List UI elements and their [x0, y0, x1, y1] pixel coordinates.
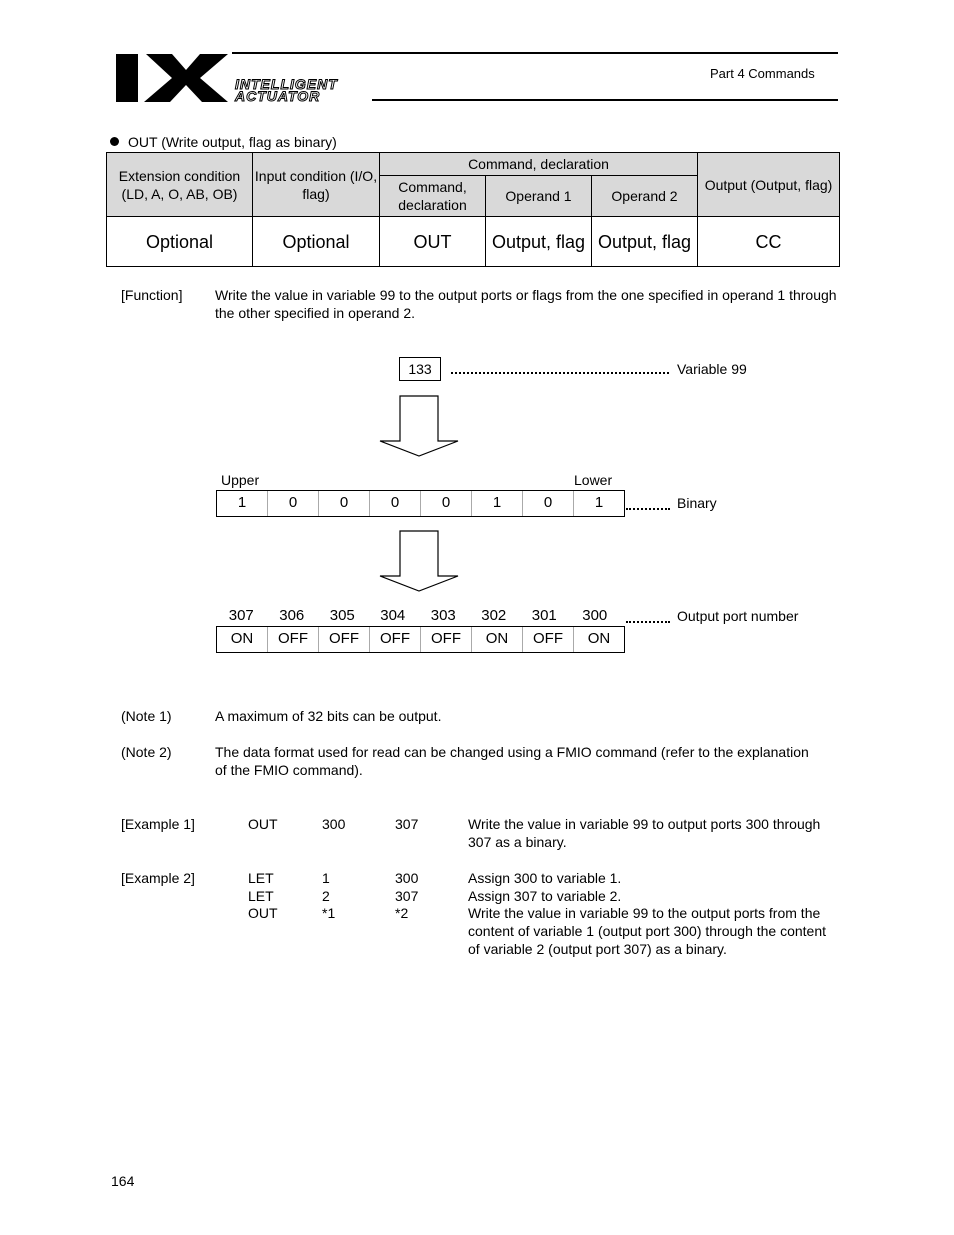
example-op2: *2	[395, 905, 409, 921]
state-cell: OFF	[421, 627, 472, 652]
port-number: 307	[228, 607, 254, 624]
bit-cell: 1	[594, 494, 604, 511]
command-table	[106, 152, 840, 267]
ix-logo-icon	[116, 52, 228, 102]
down-arrow-icon	[378, 395, 460, 457]
cell-operand2: Output, flag	[592, 217, 698, 267]
bit-cell: 0	[370, 491, 421, 516]
col-extension: Extension condition (LD, A, O, AB, OB)	[107, 153, 253, 217]
state-cell: ON	[217, 627, 268, 652]
binary-bits	[216, 490, 625, 517]
example-op2: 307	[395, 816, 419, 832]
port-number: 303	[430, 607, 456, 624]
bullet-icon	[110, 137, 119, 146]
col-command: Command, declaration	[380, 176, 486, 217]
leader-dots	[626, 508, 670, 510]
header-rule-bottom	[372, 99, 838, 101]
example-op1: 1	[322, 870, 330, 886]
example-op2: 307	[395, 888, 419, 904]
bit-cell: 0	[319, 491, 370, 516]
port-label: Output port number	[677, 608, 799, 624]
example2-label: [Example 2]	[121, 870, 195, 886]
example-op1: 300	[322, 816, 346, 832]
col-operand2: Operand 2	[592, 176, 698, 217]
port-states	[216, 626, 625, 653]
state-cell: ON	[587, 630, 611, 647]
port-number: 304	[380, 607, 406, 624]
cell-operand1: Output, flag	[486, 217, 592, 267]
state-cell: OFF	[319, 627, 370, 652]
header-rule-top	[232, 52, 838, 54]
port-number: 305	[329, 607, 355, 624]
example-cmd: LET	[248, 888, 274, 904]
lower-label: Lower	[574, 472, 613, 488]
part-title: Part 4 Commands	[710, 66, 815, 81]
bit-cell: 0	[523, 491, 574, 516]
example-op1: *1	[322, 905, 336, 921]
col-command-group: Command, declaration	[380, 153, 698, 176]
example-op2: 300	[395, 870, 419, 886]
logo-wordmark: INTELLIGENT ACTUATOR	[235, 76, 338, 104]
port-number: 301	[531, 607, 557, 624]
variable-label: Variable 99	[677, 361, 747, 377]
example-cmd: OUT	[248, 816, 278, 832]
note-text: A maximum of 32 bits can be output.	[215, 708, 442, 724]
cell-input: Optional	[253, 217, 380, 267]
function-label: [Function]	[121, 287, 183, 303]
function-text: Write the value in variable 99 to the output ports or flags from the one specified in operand 1 through the other specified in operand 2.	[215, 287, 837, 321]
page-number: 164	[111, 1173, 135, 1189]
note-text: The data format used for read can be changed using a FMIO command (refer to the explanation of the FMIO command).	[215, 744, 809, 778]
example-cmd: OUT	[248, 905, 278, 921]
state-cell: OFF	[523, 627, 574, 652]
example-desc: Write the value in variable 99 to output ports 300 through 307 as a binary.	[468, 816, 821, 850]
col-input: Input condition (I/O, flag)	[253, 153, 380, 217]
bit-cell: 0	[421, 491, 472, 516]
col-output: Output (Output, flag)	[698, 153, 840, 217]
port-number: 302	[481, 607, 507, 624]
note-label: (Note 1)	[121, 708, 172, 724]
example-desc: Write the value in variable 99 to the output ports from the content of variable 1 (output port 300) through the content of variable 2 (output port 307) as a binary.	[468, 905, 827, 957]
state-cell: OFF	[370, 627, 421, 652]
upper-label: Upper	[221, 472, 260, 488]
example-desc: Assign 307 to variable 2.	[468, 888, 622, 904]
port-number: 300	[582, 607, 608, 624]
port-number: 306	[279, 607, 305, 624]
cell-output: CC	[698, 217, 840, 267]
port-numbers	[216, 607, 620, 624]
variable-value-box: 133	[399, 357, 441, 381]
cell-extension: Optional	[107, 217, 253, 267]
state-cell: OFF	[268, 627, 319, 652]
down-arrow-icon	[378, 530, 460, 592]
section-title: OUT (Write output, flag as binary)	[110, 134, 337, 150]
example1-label: [Example 1]	[121, 816, 195, 832]
bit-cell: 1	[217, 491, 268, 516]
state-cell: ON	[472, 627, 523, 652]
leader-dots	[626, 621, 670, 623]
example-desc: Assign 300 to variable 1.	[468, 870, 622, 886]
example-op1: 2	[322, 888, 330, 904]
cell-command: OUT	[380, 217, 486, 267]
example-cmd: LET	[248, 870, 274, 886]
binary-label: Binary	[677, 495, 717, 511]
note-label: (Note 2)	[121, 744, 172, 760]
bit-cell: 0	[268, 491, 319, 516]
leader-dots	[451, 372, 669, 374]
col-operand1: Operand 1	[486, 176, 592, 217]
bit-cell: 1	[472, 491, 523, 516]
